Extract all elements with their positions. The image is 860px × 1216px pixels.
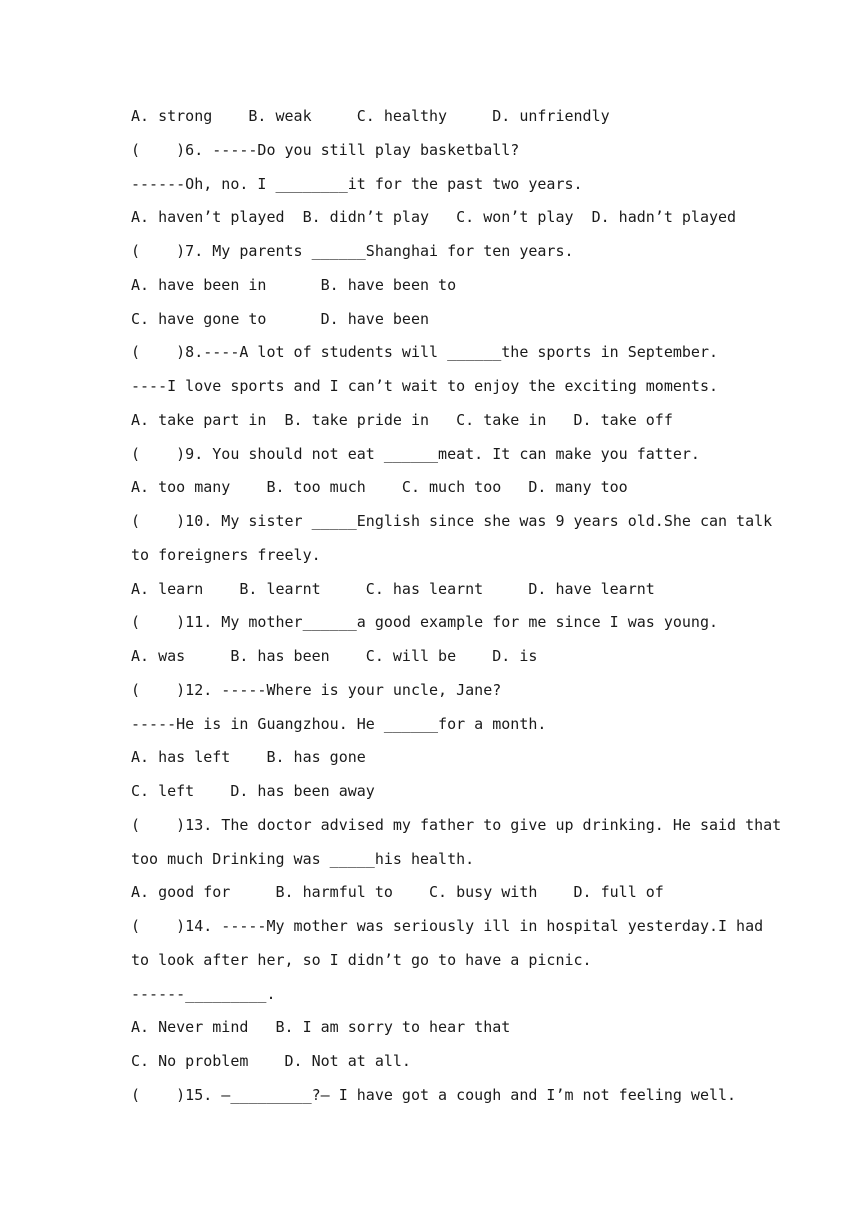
question-10: ( )10. My sister _____English since she was 9 years old.She can talk xyxy=(131,512,773,530)
question-13: ( )13. The doctor advised my father to give up drinking. He said that xyxy=(131,815,782,834)
question-text-block xyxy=(131,104,782,1117)
options-q5: A. strong B. weak C. healthy D. unfriendly xyxy=(131,107,610,125)
question-14-reply: ------_________. xyxy=(131,984,276,1003)
options-q13: A. good for B. harmful to C. busy with D. full of xyxy=(131,883,664,902)
options-q6: A. haven’t played B. didn’t play C. won’t play D. hadn’t played xyxy=(131,208,737,227)
question-10-cont: to foreigners freely. xyxy=(131,545,321,564)
question-6: ( )6. -----Do you still play basketball? xyxy=(131,140,520,159)
question-8-reply: ----I love sports and I can’t wait to enjoy the exciting moments. xyxy=(131,377,718,395)
options-q11: A. was B. has been C. will be D. is xyxy=(131,647,538,665)
options-q14-cd: C. No problem D. Not at all. xyxy=(131,1052,411,1070)
question-14: ( )14. -----My mother was seriously ill in hospital yesterday.I had xyxy=(131,917,764,935)
question-12-reply: -----He is in Guangzhou. He ______for a month. xyxy=(131,714,547,733)
options-q8: A. take part in B. take pride in C. take in D. take off xyxy=(131,410,673,429)
question-8: ( )8.----A lot of students will ______the sports in September. xyxy=(131,343,718,362)
question-12: ( )12. -----Where is your uncle, Jane? xyxy=(131,680,502,699)
options-q12-ab: A. has left B. has gone xyxy=(131,748,366,767)
question-14-cont: to look after her, so I didn’t go to have a picnic. xyxy=(131,950,592,969)
options-q14-ab: A. Never mind B. I am sorry to hear that xyxy=(131,1018,511,1037)
question-9: ( )9. You should not eat ______meat. It can make you fatter. xyxy=(131,444,700,463)
options-q9: A. too many B. too much C. much too D. many too xyxy=(131,478,628,497)
question-7: ( )7. My parents ______Shanghai for ten years. xyxy=(131,242,574,260)
question-13-cont: too much Drinking was _____his health. xyxy=(131,849,475,868)
question-11: ( )11. My mother______a good example for me since I was young. xyxy=(131,613,718,632)
options-q12-cd: C. left D. has been away xyxy=(131,782,375,800)
question-6-reply: ------Oh, no. I ________it for the past two years. xyxy=(131,174,583,193)
question-15: ( )15. —_________?— I have got a cough and I’m not feeling well. xyxy=(131,1085,737,1104)
options-q10: A. learn B. learnt C. has learnt D. have learnt xyxy=(131,579,655,598)
options-q7-ab: A. have been in B. have been to xyxy=(131,275,457,294)
options-q7-cd: C. have gone to D. have been xyxy=(131,309,430,328)
